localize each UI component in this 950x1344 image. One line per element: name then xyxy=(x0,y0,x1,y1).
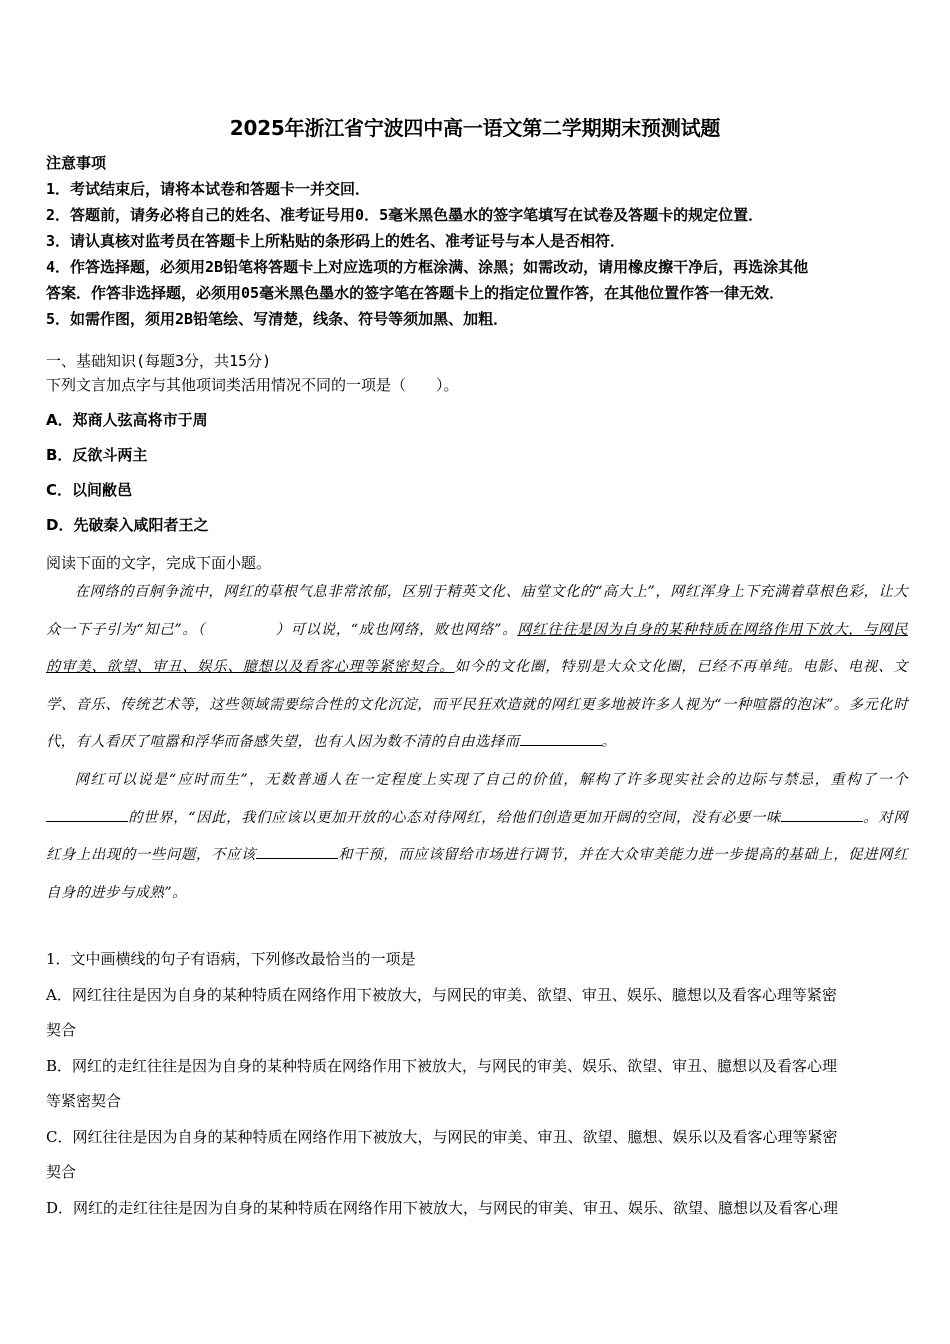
fill-blank xyxy=(256,844,338,859)
option-b: B．反欲斗两主 xyxy=(46,446,148,464)
passage-text: 网红可以说是“应时而生”，无数普通人在一定程度上实现了自己的价值，解构了许多现实社会的边际与禁忌，重构了一个 xyxy=(74,771,908,788)
question-1-option-a-cont: 契合 xyxy=(46,1021,77,1039)
notice-heading: 注意事项 xyxy=(46,154,107,172)
underlined-sentence: 网红往往是因为自身的某种特质在网络作用下放大，与网民的审美、欲望、审丑、娱乐、臆想以及看客心理等紧密契合。 xyxy=(46,621,909,676)
notice-item: 4．作答选择题，必须用2B铅笔将答题卡上对应选项的方框涂满、涂黑；如需改动，请用橡皮擦干净后，再选涂其他 xyxy=(46,258,809,276)
option-a: A．郑商人弦高将市于周 xyxy=(46,411,208,429)
section-heading: 一、基础知识(每题3分，共15分) xyxy=(46,352,272,370)
section-basic-knowledge xyxy=(46,349,908,397)
passage-text: 。对网红身上出现的一些问题，不应该 xyxy=(46,809,909,864)
question-1 xyxy=(46,942,908,1226)
passage-paragraph-2 xyxy=(46,762,908,912)
fill-blank xyxy=(46,807,128,822)
notice-item: 5．如需作图，须用2B铅笔绘、写清楚，线条、符号等须加黑、加粗． xyxy=(46,310,509,328)
question-1-option-d: D．网红的走红往往是因为自身的某种特质在网络作用下被放大，与网民的审美、审丑、娱乐、欲望、臆想以及看客心理 xyxy=(46,1198,839,1217)
notice-item: 2．答题前，请务必将自己的姓名、准考证号用0．5毫米黑色墨水的签字笔填写在试卷及答题卡的规定位置． xyxy=(46,206,764,224)
passage-text: 的世界，“因此，我们应该以更加开放的心态对待网红，给他们创造更加开阔的空间，没有必要一味 xyxy=(128,809,782,826)
question-1-option-b: B．网红的走红往往是因为自身的某种特质在网络作用下被放大，与网民的审美、娱乐、欲望、审丑、臆想以及看客心理 xyxy=(46,1056,838,1075)
passage-text: 如今的文化圈，特别是大众文化圈，已经不再单纯。电影、电视、文学、音乐、传统艺术等，这些领域需要综合性的文化沉淀，而平民狂欢造就的网红更多地被许多人视为“一种喧嚣的泡沫”。多元化时代，有人看厌了喧嚣和浮华而备感失望，也有人因为数不清的自由选择而 xyxy=(46,659,909,751)
fill-blank xyxy=(520,731,602,746)
notice-item: 3．请认真核对监考员在答题卡上所粘贴的条形码上的姓名、准考证号与本人是否相符． xyxy=(46,232,626,250)
question-1-option-c-cont: 契合 xyxy=(46,1163,77,1181)
option-d: D．先破秦入咸阳者王之 xyxy=(46,516,209,534)
question-1-option-b-cont: 等紧密契合 xyxy=(46,1092,122,1110)
notice-item: 答案．作答非选择题，必须用05毫米黑色墨水的签字笔在答题卡上的指定位置作答，在其他位置作答一律无效． xyxy=(46,284,785,302)
question-stem: 下列文言加点字与其他项词类活用情况不同的一项是（ ）。 xyxy=(46,376,459,394)
question-1-stem: 1．文中画横线的句子有语病，下列修改最恰当的一项是 xyxy=(46,950,416,968)
exam-title: 2025年浙江省宁波四中高一语文第二学期期末预测试题 xyxy=(229,116,721,140)
passage-paragraph-1 xyxy=(46,574,908,762)
passage-text: 。 xyxy=(601,734,617,751)
notice-item: 1．考试结束后，请将本试卷和答题卡一并交回． xyxy=(46,180,371,198)
passage-text: ）可以说，“成也网络，败也网络”。 xyxy=(275,621,518,638)
question-1-option-c: C．网红往往是因为自身的某种特质在网络作用下被放大，与网民的审美、审丑、欲望、臆想、娱乐以及看客心理等紧密 xyxy=(46,1127,838,1146)
passage-text: 和干预，而应该留给市场进行调节，并在大众审美能力进一步提高的基础上，促进网红自身的进步与成熟”。 xyxy=(46,847,908,901)
fill-blank xyxy=(781,807,863,822)
notice-block xyxy=(46,150,908,332)
passage-text: 在网络的百舸争流中，网红的草根气息非常浓郁，区别于精英文化、庙堂文化的“高大上”，网红浑身上下充满着草根色彩，让大众一下子引为“知己”。（ xyxy=(46,584,908,638)
reading-intro: 阅读下面的文字，完成下面小题。 xyxy=(46,554,272,572)
option-c: C．以间敝邑 xyxy=(46,481,133,499)
question-1-option-a: A．网红往往是因为自身的某种特质在网络作用下被放大，与网民的审美、欲望、审丑、娱乐、臆想以及看客心理等紧密 xyxy=(46,985,837,1004)
reading-passage xyxy=(46,574,908,912)
